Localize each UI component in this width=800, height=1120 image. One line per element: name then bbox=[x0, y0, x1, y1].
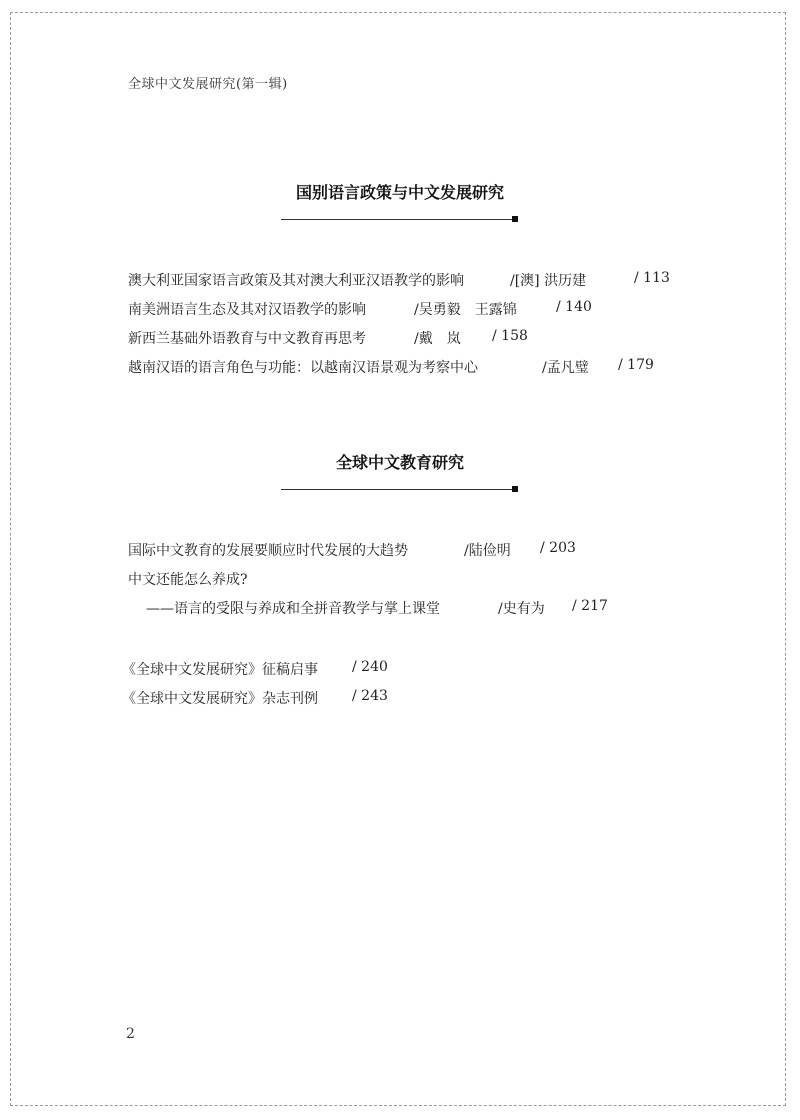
running-header: 全球中文发展研究(第一辑) bbox=[128, 77, 288, 92]
entry-page: / 113 bbox=[634, 270, 670, 286]
entry-page: / 240 bbox=[352, 659, 388, 675]
section-rule-end-mark bbox=[512, 486, 518, 492]
entry-author: /陆俭明 bbox=[464, 543, 511, 559]
section-title-country-policy: 国别语言政策与中文发展研究 bbox=[295, 183, 504, 202]
entry-page: / 158 bbox=[492, 328, 528, 344]
entry-page: / 140 bbox=[556, 299, 592, 315]
entry-author: /吴勇毅 王露锦 bbox=[414, 302, 517, 318]
entry-title: 澳大利亚国家语言政策及其对澳大利亚汉语教学的影响 bbox=[128, 273, 464, 289]
entry-author: /孟凡璧 bbox=[542, 360, 589, 376]
entry-title: 越南汉语的语言角色与功能：以越南汉语景观为考察中心 bbox=[128, 360, 478, 376]
entry-author: /戴 岚 bbox=[414, 331, 461, 347]
entry-author: /[澳] 洪历建 bbox=[510, 273, 587, 289]
section-rule bbox=[281, 219, 515, 220]
entry-page: / 243 bbox=[352, 688, 388, 704]
entry-title: 中文还能怎么养成? bbox=[128, 572, 248, 588]
entry-title: 《全球中文发展研究》征稿启事 bbox=[122, 662, 318, 678]
entry-title: ——语言的受限与养成和全拼音教学与掌上课堂 bbox=[146, 601, 440, 617]
section-title-global-education: 全球中文教育研究 bbox=[335, 453, 464, 472]
entry-title: 国际中文教育的发展要顺应时代发展的大趋势 bbox=[128, 543, 408, 559]
entry-page: / 179 bbox=[618, 357, 654, 373]
entry-page: / 217 bbox=[572, 598, 608, 614]
section-rule bbox=[281, 489, 515, 490]
entry-title: 新西兰基础外语教育与中文教育再思考 bbox=[128, 331, 366, 347]
page-number: 2 bbox=[126, 1026, 135, 1042]
section-rule-end-mark bbox=[512, 216, 518, 222]
entry-author: /史有为 bbox=[498, 601, 545, 617]
entry-page: / 203 bbox=[540, 540, 576, 556]
entry-title: 南美洲语言生态及其对汉语教学的影响 bbox=[128, 302, 366, 318]
entry-title: 《全球中文发展研究》杂志刊例 bbox=[122, 691, 318, 707]
